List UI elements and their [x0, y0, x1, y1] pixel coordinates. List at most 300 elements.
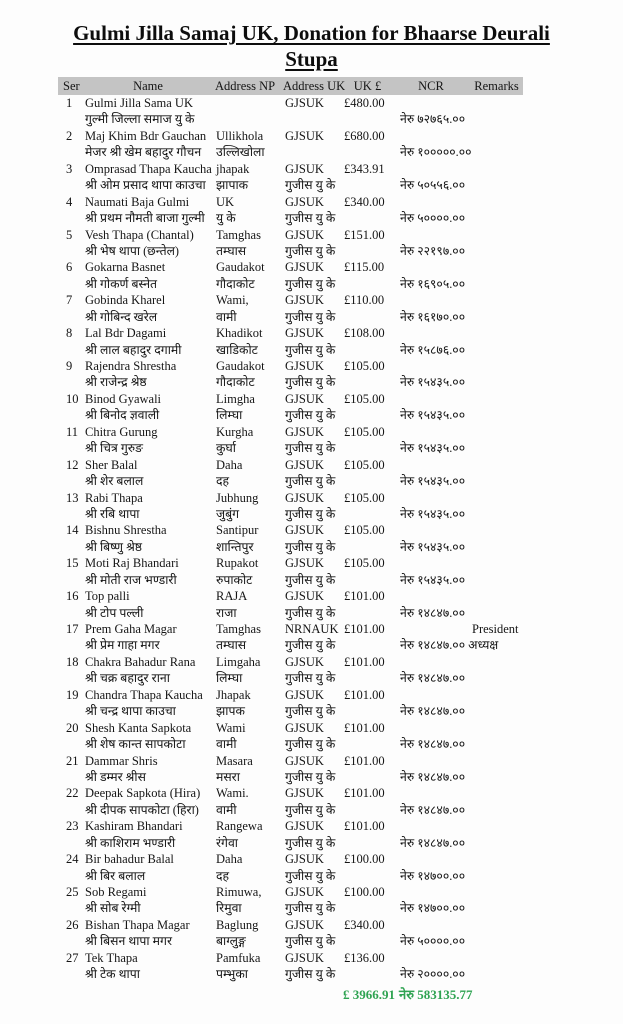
name-en-cell: Shesh Kanta Sapkota: [85, 720, 192, 735]
address-np-np-cell: लिम्घा: [216, 408, 243, 423]
ncr-amount-cell: [392, 111, 470, 127]
uk-amount-cell: £340.00: [344, 194, 385, 209]
address-np-np-cell: गौदाकोट: [216, 276, 255, 291]
ncr-amount-cell: [392, 342, 470, 358]
name-np-cell: श्री गोकर्ण बस्नेत: [85, 276, 158, 291]
table-row: [58, 917, 523, 950]
ncr-amount: नेरु १५८७६.००: [400, 342, 466, 357]
ncr-amount-cell: [392, 243, 470, 259]
name-en-cell: Gulmi Jilla Sama UK: [85, 96, 193, 110]
address-np-np-cell: खाडिकोट: [216, 342, 258, 357]
ncr-amount: नेरु १४७००.००: [400, 868, 466, 883]
name-np-cell: श्री शेर बलाल: [85, 474, 144, 489]
address-np-en-cell: Jubhung: [216, 490, 259, 505]
ncr-amount-cell: [392, 177, 470, 193]
header-address-uk: Address UK: [283, 79, 346, 93]
name-en-cell: Moti Raj Bhandari: [85, 556, 179, 571]
ncr-amount: नेरु १४७००.००: [400, 901, 466, 916]
uk-amount-cell: £136.00: [344, 950, 385, 965]
remark-en-cell: [470, 884, 523, 900]
name-en-cell: Tek Thapa: [85, 950, 138, 965]
ser-cell: 8: [66, 326, 73, 341]
name-np-cell: श्री सोब रेग्मी: [85, 901, 141, 916]
ncr-amount-cell: [392, 309, 470, 325]
address-np-np-cell: गौदाकोट: [216, 375, 255, 390]
address-np-np-cell: वामी: [216, 309, 237, 324]
address-uk-np-cell: गुजीस यु के: [285, 178, 336, 193]
address-np-np-cell: यु के: [216, 211, 236, 226]
ser-cell: 12: [66, 457, 79, 472]
name-np-cell: श्री काशिराम भण्डारी: [85, 835, 176, 850]
uk-amount-cell: £105.00: [344, 359, 385, 373]
remark-en-cell: [470, 457, 523, 473]
ncr-amount-cell: [392, 835, 470, 851]
ser-cell: 26: [66, 917, 79, 932]
address-np-np-cell: दह: [216, 474, 230, 489]
address-np-en-cell: Wami,: [216, 293, 249, 308]
ser-cell: 4: [66, 194, 73, 209]
address-np-en-cell: Gaudakot: [216, 260, 265, 275]
name-np-cell: श्री चन्द्र थापा काउचा: [85, 704, 176, 719]
address-uk-np-cell: गुजीस यु के: [285, 868, 336, 883]
address-np-en-cell: [213, 95, 281, 111]
table-row: [58, 621, 523, 654]
ncr-amount-cell: [392, 440, 470, 456]
uk-amount-cell: £115.00: [344, 260, 385, 275]
remark-en-cell: [470, 128, 523, 144]
remark-en-cell: [470, 687, 523, 703]
remark-en-cell: [470, 391, 523, 407]
name-en-cell: Bishan Thapa Magar: [85, 917, 190, 932]
address-uk-np-cell: गुजीस यु के: [285, 737, 336, 752]
address-uk-np-cell: [281, 111, 343, 127]
table-header: [58, 77, 523, 95]
address-uk-en-cell: GJSUK: [285, 950, 324, 965]
address-uk-en-cell: GJSUK: [285, 128, 324, 143]
name-en-cell: Maj Khim Bdr Gauchan: [85, 128, 207, 143]
table-row: [58, 555, 523, 588]
address-uk-np-cell: गुजीस यु के: [285, 211, 336, 226]
table-row: [58, 194, 523, 227]
ncr-amount-cell: [392, 933, 470, 949]
remark-en-cell: [470, 522, 523, 538]
ncr-amount: नेरु १४८४७.००: [400, 704, 466, 719]
address-np-np-cell: रिमुवा: [216, 901, 242, 916]
table-row: [58, 654, 523, 687]
table-row: [58, 588, 523, 621]
name-np-cell: श्री बिर बलाल: [85, 868, 146, 883]
ncr-amount: नेरु ५००००.००: [400, 934, 466, 949]
uk-amount-cell: £105.00: [344, 523, 385, 538]
ncr-amount: नेरु १६९०५.००: [400, 276, 466, 291]
remark-en-cell: [470, 588, 523, 604]
uk-amount-cell: £105.00: [344, 457, 385, 472]
name-en-cell: Gobinda Kharel: [85, 293, 166, 308]
ncr-amount-cell: [392, 374, 470, 390]
name-np-cell: श्री चित्र गुरुङ: [85, 441, 143, 456]
uk-amount-cell: £480.00: [344, 96, 385, 110]
address-np-np-cell: दह: [216, 868, 230, 883]
header-address-np: Address NP: [215, 79, 276, 93]
address-uk-en-cell: GJSUK: [285, 786, 324, 801]
uk-amount-cell: £101.00: [344, 687, 385, 702]
table-row: [58, 325, 523, 358]
name-en-cell: Bir bahadur Balal: [85, 852, 174, 867]
address-np-np-cell: रंगेवा: [216, 835, 238, 850]
address-np-en-cell: UK: [216, 194, 235, 209]
remark-en-cell: [470, 292, 523, 308]
name-en-cell: Chitra Gurung: [85, 424, 158, 439]
address-uk-np-cell: गुजीस यु के: [285, 835, 336, 850]
table-row: [58, 490, 523, 523]
ser-cell: 15: [66, 556, 79, 571]
address-np-en-cell: Wami.: [216, 786, 249, 801]
uk-amount-cell: £105.00: [344, 391, 385, 406]
address-np-en-cell: Limgha: [216, 391, 255, 406]
name-en-cell: Sob Regami: [85, 885, 147, 899]
name-en-cell: Chakra Bahadur Rana: [85, 654, 196, 669]
address-uk-en-cell: GJSUK: [285, 885, 324, 899]
table-row: [58, 424, 523, 457]
name-en-cell: Top palli: [85, 589, 130, 604]
address-uk-en-cell: GJSUK: [285, 391, 324, 406]
ser-cell: 14: [66, 523, 79, 538]
table-row: [58, 753, 523, 786]
address-np-np-cell: राजा: [216, 605, 237, 620]
remark-en-cell: [470, 654, 523, 670]
table-row: [58, 950, 523, 983]
uk-amount-cell: £340.00: [344, 917, 385, 932]
uk-amount-cell: £100.00: [344, 852, 385, 867]
address-uk-np-cell: गुजीस यु के: [285, 243, 336, 258]
ncr-amount-cell: [392, 605, 470, 621]
remark-en-cell: [470, 785, 523, 801]
uk-amount-cell: £101.00: [344, 589, 385, 604]
ncr-amount: नेरु ७२७६५.००: [400, 112, 466, 127]
ser-cell: 23: [66, 819, 79, 834]
address-np-en-cell: Tamghas: [216, 622, 261, 636]
ncr-amount-cell: [392, 802, 470, 818]
ncr-amount: नेरु २२१९७.००: [400, 243, 466, 258]
name-en-cell: Binod Gyawali: [85, 391, 162, 406]
ncr-amount-cell: [392, 769, 470, 785]
ser-cell: 6: [66, 260, 73, 275]
remark-en-cell: [470, 818, 523, 834]
uk-amount-cell: £101.00: [344, 819, 385, 834]
address-np-np-cell: कुर्घा: [216, 441, 236, 456]
remark-en-cell: [470, 851, 523, 867]
remark-en-cell: [470, 325, 523, 341]
address-uk-en-cell: GJSUK: [285, 753, 324, 768]
ncr-amount: नेरु १५४३५.००: [400, 572, 466, 587]
address-uk-np-cell: गुजीस यु के: [285, 506, 336, 521]
address-uk-en-cell: GJSUK: [285, 720, 324, 735]
total-uk-amount: £ 3966.91: [343, 986, 395, 1002]
table-row: [58, 95, 523, 128]
total-ncr-amount: नेरु 583135.77: [399, 986, 473, 1002]
address-np-np-cell: तम्घास: [216, 243, 247, 258]
uk-amount-cell: £101.00: [344, 654, 385, 669]
address-np-np-cell: शान्तिपुर: [216, 539, 254, 554]
address-np-en-cell: Daha: [216, 852, 243, 867]
name-en-cell: Gokarna Basnet: [85, 260, 166, 275]
uk-amount-cell: £680.00: [344, 128, 385, 143]
address-np-en-cell: Gaudakot: [216, 359, 265, 373]
uk-amount-cell: £100.00: [344, 885, 385, 899]
address-uk-en-cell: GJSUK: [285, 424, 324, 439]
page-title-line2: Stupa: [285, 47, 338, 71]
address-np-np-cell: लिम्घा: [216, 671, 243, 686]
name-np-cell: श्री प्रथम नौमती बाजा गुल्मी: [85, 211, 205, 226]
name-en-cell: Rabi Thapa: [85, 490, 143, 505]
address-np-en-cell: Ullikhola: [216, 128, 264, 143]
address-np-en-cell: Jhapak: [216, 687, 251, 702]
ncr-amount: नेरु १५४३५.००: [400, 506, 466, 521]
ncr-amount: नेरु ५०५५६.००: [400, 178, 466, 193]
address-uk-np-cell: गुजीस यु के: [285, 802, 336, 817]
address-uk-en-cell: GJSUK: [285, 457, 324, 472]
address-np-en-cell: Rangewa: [216, 819, 263, 834]
address-np-en-cell: Daha: [216, 457, 243, 472]
donation-table: [58, 77, 523, 983]
address-uk-np-cell: गुजीस यु के: [285, 309, 336, 324]
address-np-np-cell: झापाक: [216, 178, 249, 193]
name-en-cell: Naumati Baja Gulmi: [85, 194, 190, 209]
address-np-np-cell: मसरा: [216, 769, 240, 784]
remark-en-cell: [470, 424, 523, 440]
ncr-amount-cell: [392, 473, 470, 489]
header-ser: Ser: [63, 79, 80, 93]
name-np-cell: श्री डम्मर श्रीस: [85, 769, 146, 784]
ser-cell: 10: [66, 391, 79, 406]
ncr-amount-cell: [392, 572, 470, 588]
ser-cell: 27: [66, 950, 79, 965]
header-remarks: Remarks: [474, 79, 519, 93]
name-np-cell: श्री बिसन थापा मगर: [85, 934, 172, 949]
name-en-cell: Deepak Sapkota (Hira): [85, 786, 201, 801]
uk-amount-cell: £343.91: [344, 161, 385, 176]
table-row: [58, 785, 523, 818]
address-uk-np-cell: गुजीस यु के: [285, 539, 336, 554]
address-uk-en-cell: NRNAUK: [285, 622, 339, 636]
table-row: [58, 161, 523, 194]
address-np-en-cell: Limgaha: [216, 654, 261, 669]
table-row: [58, 259, 523, 292]
ncr-amount: नेरु १५४३५.००: [400, 474, 466, 489]
name-np-cell: श्री बिष्णु श्रेष्ठ: [85, 539, 143, 554]
name-np-cell: श्री प्रेम गाहा मगर: [85, 638, 160, 653]
name-np-cell: गुल्मी जिल्ला समाज यु के: [85, 112, 195, 127]
address-uk-np-cell: गुजीस यु के: [285, 967, 336, 982]
remark-en-cell: [470, 358, 523, 374]
ser-cell: 24: [66, 852, 79, 867]
address-uk-en-cell: GJSUK: [285, 359, 324, 373]
uk-amount-cell: £108.00: [344, 326, 385, 341]
address-np-en-cell: Rupakot: [216, 556, 259, 571]
address-uk-en-cell: GJSUK: [285, 687, 324, 702]
address-uk-en-cell: GJSUK: [285, 194, 324, 209]
name-np-cell: श्री शेष कान्त सापकोटा: [85, 737, 186, 752]
ncr-amount-cell: [392, 703, 470, 719]
remark-en-cell: [470, 917, 523, 933]
address-uk-np-cell: गुजीस यु के: [285, 408, 336, 423]
address-uk-en-cell: GJSUK: [285, 490, 324, 505]
uk-amount-cell: £151.00: [344, 227, 385, 242]
ncr-amount: नेरु १५४३५.००: [400, 441, 466, 456]
address-np-np-cell: वामी: [216, 737, 237, 752]
ncr-amount: नेरु १४८४७.००: [400, 769, 466, 784]
ncr-amount: नेरु १४८४७.००: [400, 802, 466, 817]
header-name: Name: [133, 79, 163, 93]
remark-en-cell: [470, 259, 523, 275]
address-np-np-cell: वामी: [216, 802, 237, 817]
ncr-amount-cell: [392, 506, 470, 522]
uk-amount-cell: £105.00: [344, 556, 385, 571]
uk-amount-cell: £101.00: [344, 753, 385, 768]
ser-cell: 7: [66, 293, 73, 308]
uk-amount-cell: £110.00: [344, 293, 385, 308]
table-row: [58, 884, 523, 917]
ser-cell: 9: [66, 359, 73, 373]
page-title: [0, 20, 623, 72]
ncr-amount-cell: [392, 144, 470, 160]
name-en-cell: Chandra Thapa Kaucha: [85, 687, 203, 702]
address-uk-np-cell: गुजीस यु के: [285, 934, 336, 949]
ncr-amount: नेरु १४८४७.००: [400, 737, 466, 752]
address-np-np-cell: रुपाकोट: [216, 572, 253, 587]
ncr-amount-cell: [392, 276, 470, 292]
page-title-line1: Gulmi Jilla Samaj UK, Donation for Bhaarse Deurali: [73, 21, 550, 45]
uk-amount-cell: £101.00: [344, 786, 385, 801]
ncr-amount-cell: [392, 539, 470, 555]
remark-en-cell: [470, 161, 523, 177]
ser-cell: 1: [66, 96, 73, 110]
ncr-amount: नेरु १०००००.००: [400, 145, 472, 160]
ncr-amount-cell: [392, 900, 470, 916]
ncr-amount: नेरु १४८४७.००: [400, 605, 466, 620]
ser-cell: 2: [66, 128, 73, 143]
remark-en-cell: [470, 950, 523, 966]
remark-en-cell: [470, 753, 523, 769]
address-uk-np-cell: [281, 144, 343, 160]
address-np-en-cell: Wami: [216, 720, 246, 735]
name-en-cell: Vesh Thapa (Chantal): [85, 227, 194, 242]
address-np-en-cell: Tamghas: [216, 227, 261, 242]
ncr-amount: नेरु २००००.००: [400, 967, 466, 982]
name-np-cell: श्री रबि थापा: [85, 506, 140, 521]
ser-cell: 25: [66, 885, 79, 899]
name-np-cell: श्री लाल बहादुर दगामी: [85, 342, 182, 357]
ser-cell: 16: [66, 589, 79, 604]
address-np-en-cell: Santipur: [216, 523, 259, 538]
address-np-np-cell: पम्भुका: [216, 967, 248, 982]
address-uk-np-cell: गुजीस यु के: [285, 605, 336, 620]
address-np-np-cell: जुबुंग: [216, 506, 240, 521]
ncr-amount: नेरु १४८४७.००: [400, 638, 466, 653]
ncr-amount: नेरु १५४३५.००: [400, 375, 466, 390]
address-uk-en-cell: GJSUK: [285, 852, 324, 867]
address-uk-en-cell: GJSUK: [285, 819, 324, 834]
name-np-cell: श्री बिनोद ज्ञवाली: [85, 408, 160, 423]
address-uk-en-cell: GJSUK: [285, 293, 324, 308]
ser-cell: 21: [66, 753, 79, 768]
name-en-cell: Prem Gaha Magar: [85, 622, 177, 636]
address-uk-en-cell: GJSUK: [285, 96, 324, 110]
address-np-en-cell: jhapak: [216, 161, 250, 176]
address-uk-np-cell: गुजीस यु के: [285, 704, 336, 719]
address-np-en-cell: Masara: [216, 753, 253, 768]
table-row: [58, 292, 523, 325]
name-np-cell: श्री भेष थापा (छन्तेल): [85, 243, 180, 258]
ser-cell: 18: [66, 654, 79, 669]
name-np-cell: श्री टोप पल्ली: [85, 605, 144, 620]
ser-cell: 22: [66, 786, 79, 801]
ser-cell: 3: [66, 161, 73, 176]
table-row: [58, 227, 523, 260]
uk-amount-cell: £105.00: [344, 424, 385, 439]
name-np-cell: श्री मोती राज भण्डारी: [85, 572, 177, 587]
address-uk-np-cell: गुजीस यु के: [285, 441, 336, 456]
remark-en-cell: [470, 194, 523, 210]
table-row: [58, 818, 523, 851]
name-en-cell: Kashiram Bhandari: [85, 819, 183, 834]
ser-cell: 5: [66, 227, 73, 242]
table-row: [58, 128, 523, 161]
address-uk-np-cell: गुजीस यु के: [285, 769, 336, 784]
address-np-np-cell: झापक: [216, 704, 245, 719]
address-uk-en-cell: GJSUK: [285, 654, 324, 669]
address-uk-np-cell: गुजीस यु के: [285, 342, 336, 357]
address-np-en-cell: Baglung: [216, 917, 259, 932]
address-uk-np-cell: गुजीस यु के: [285, 375, 336, 390]
address-uk-en-cell: GJSUK: [285, 917, 324, 932]
table-body: [58, 95, 523, 983]
name-en-cell: Lal Bdr Dagami: [85, 326, 167, 341]
name-en-cell: Dammar Shris: [85, 753, 158, 768]
address-np-np-cell: [213, 111, 281, 127]
name-np-cell: श्री चक्र बहादुर राना: [85, 671, 170, 686]
address-np-en-cell: RAJA: [216, 589, 248, 604]
address-uk-en-cell: GJSUK: [285, 556, 324, 571]
address-uk-np-cell: गुजीस यु के: [285, 276, 336, 291]
ncr-amount: नेरु १६१७०.००: [400, 309, 466, 324]
ncr-amount-cell: [392, 670, 470, 686]
name-en-cell: Rajendra Shrestha: [85, 359, 177, 373]
table-row: [58, 457, 523, 490]
header-ncr: NCR: [418, 79, 444, 93]
ser-cell: 17: [66, 622, 79, 636]
name-en-cell: Sher Balal: [85, 457, 138, 472]
uk-amount-cell: £101.00: [344, 720, 385, 735]
name-en-cell: Bishnu Shrestha: [85, 523, 167, 538]
address-uk-en-cell: GJSUK: [285, 523, 324, 538]
table-row: [58, 391, 523, 424]
table-row: [58, 687, 523, 720]
ncr-amount-cell: [392, 868, 470, 884]
table-row: [58, 358, 523, 391]
remark-en-cell: President: [472, 622, 519, 636]
address-np-en-cell: Rimuwa,: [216, 885, 262, 899]
uk-amount-cell: £105.00: [344, 490, 385, 505]
ncr-amount: नेरु १५४३५.००: [400, 539, 466, 554]
donation-total-row: [58, 986, 623, 1004]
ser-cell: 13: [66, 490, 79, 505]
ncr-amount-cell: [392, 407, 470, 423]
name-np-cell: श्री ओम प्रसाद थापा काउचा: [85, 178, 206, 193]
address-uk-np-cell: गुजीस यु के: [285, 671, 336, 686]
ncr-amount: नेरु १४८४७.००: [400, 835, 466, 850]
ncr-amount: नेरु १४८४७.००: [400, 671, 466, 686]
